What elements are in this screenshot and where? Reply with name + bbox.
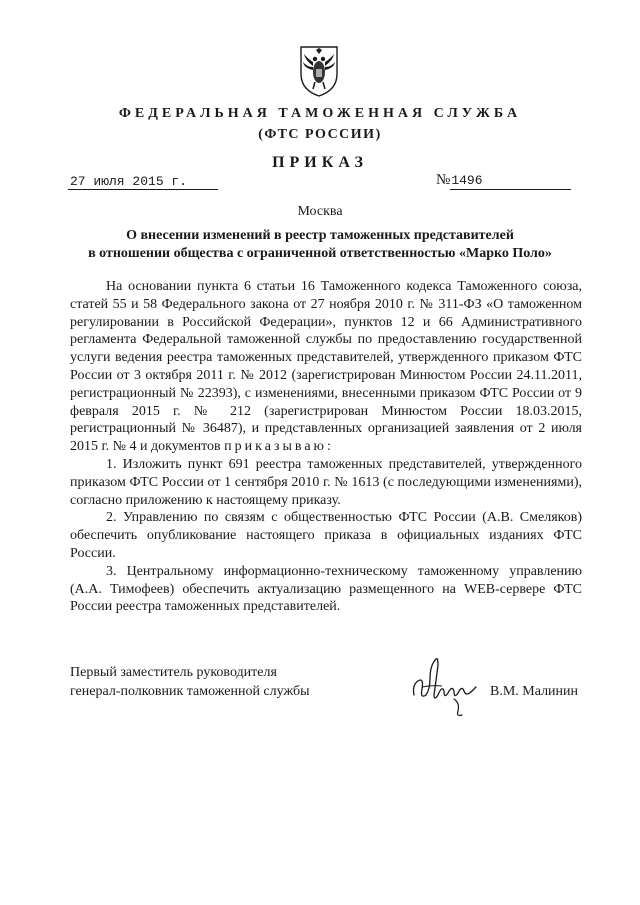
agency-short-name: (ФТС РОССИИ): [258, 127, 382, 142]
position-line-2: генерал-полковник таможенной службы: [70, 684, 310, 699]
signatory-position: [70, 663, 309, 701]
position-line-1: Первый заместитель руководителя: [70, 665, 277, 680]
order-item-3: 3. Центральному информационно-техническому таможенному управлению (А.А. Тимофеев) обеспечить актуализацию размещенного на WEB-сервере ФТС России реестра таможенных представителей.: [70, 563, 582, 615]
document-type-title: ПРИКАЗ: [272, 154, 368, 171]
preamble-text: На основании пункта 6 статьи 16 Таможенного кодекса Таможенного союза, статей 55 и 58 Федерального закона от 27 ноября 2010 г. № 311-ФЗ «О таможенном регулировании в Российской Федерации», пунктов 12 и 66 Административного регламента Федеральной таможенной службы по предоставлению государственной услуги ведения реестра таможенных представителей, утвержденного приказом ФТС России от 3 октября 2011 г. № 2012 (зарегистрирован Минюстом России 24.11.2011, регистрационный № 22393), с изменениями, внесенными приказом ФТС России от 9 февраля 2015 г. № 212 (зарегистрирован Минюстом России 18.03.2015, регистрационный № 36487), и представленных организацией заявления от 2 июля 2015 г. № 4 и документов: [70, 279, 582, 455]
handwritten-signature: [408, 655, 480, 721]
agency-name: ФЕДЕРАЛЬНАЯ ТАМОЖЕННАЯ СЛУЖБА: [118, 106, 522, 121]
subject-line-2: в отношении общества с ограниченной ответственностью «Марко Поло»: [88, 246, 552, 261]
order-word: приказываю:: [224, 439, 334, 455]
order-item-1: 1. Изложить пункт 691 реестра таможенных представителей, утвержденного приказом ФТС России от 1 сентября 2010 г. № 1613 (с последующими изменениями), согласно приложению к настоящему приказу.: [70, 456, 582, 508]
order-number: 1496: [450, 172, 571, 190]
order-body: [70, 278, 582, 616]
city-label: Москва: [297, 204, 343, 219]
preamble-paragraph: [70, 278, 582, 456]
order-item-2: 2. Управлению по связям с общественностью ФТС России (А.В. Смеляков) обеспечить опубликование настоящего приказа в официальных изданиях ФТС России.: [70, 510, 582, 561]
subject-line-1: О внесении изменений в реестр таможенных представителей: [126, 228, 514, 243]
order-date: 27 июля 2015 г.: [68, 174, 218, 190]
signatory-name: В.М. Малинин: [490, 684, 579, 699]
order-subject: [60, 227, 580, 263]
number-sign: №: [436, 172, 451, 188]
coat-of-arms-icon: [296, 44, 342, 98]
order-number-field: [436, 172, 571, 190]
